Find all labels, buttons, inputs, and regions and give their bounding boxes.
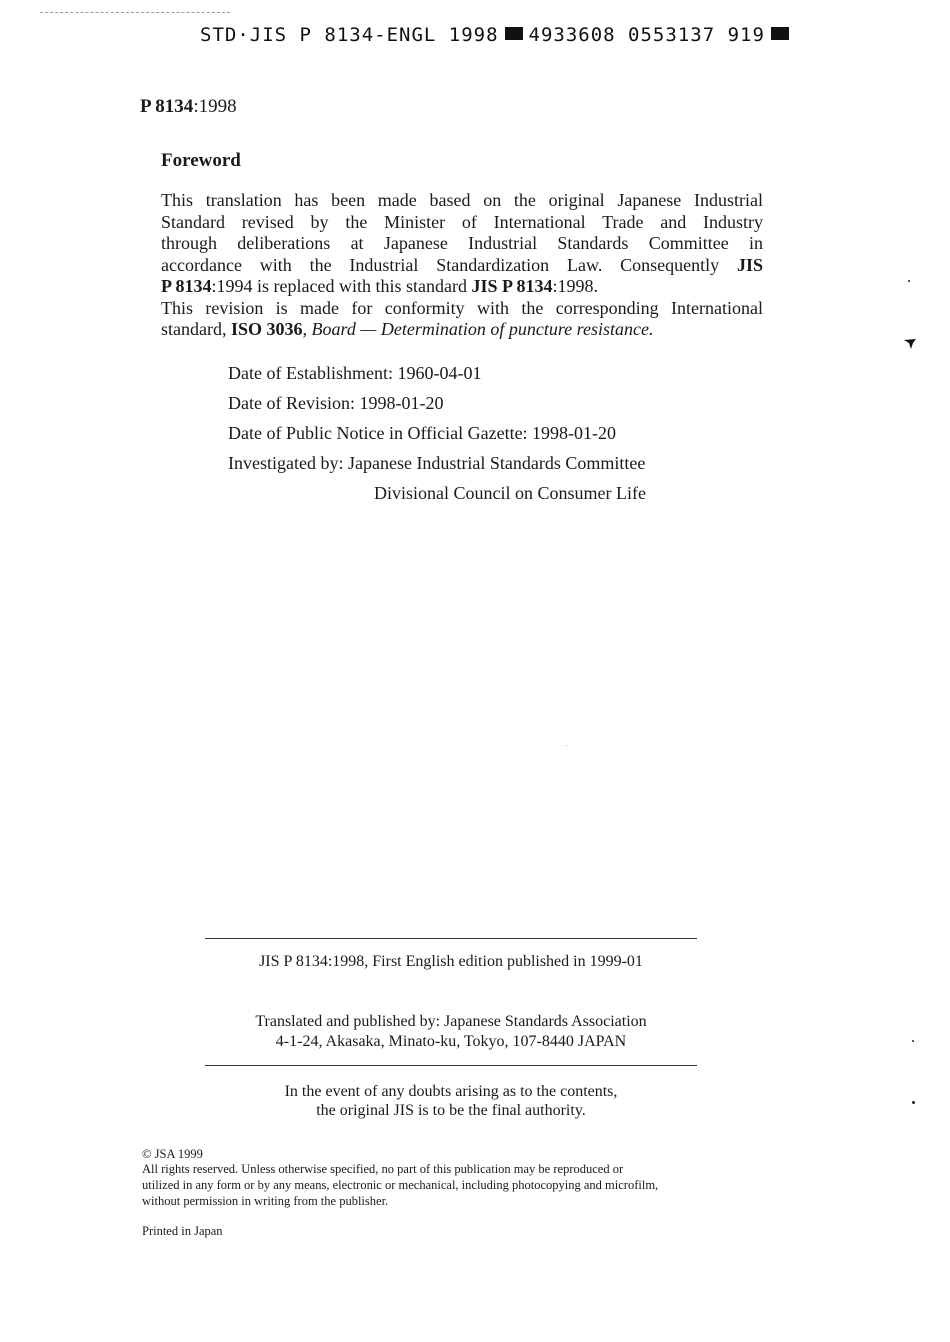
edition-line: JIS P 8134:1998, First English edition published in 1999-01: [259, 953, 643, 970]
footer-top-rule: [205, 938, 697, 939]
paragraph-bold-ref: JIS: [736, 254, 763, 275]
paragraph-line: [161, 276, 763, 298]
date-revision: Date of Revision: 1998-01-20: [228, 393, 444, 413]
paragraph-text: standard,: [161, 319, 231, 339]
authority-line-2: the original JIS is to be the final authority.: [316, 1102, 586, 1119]
footer-bottom-rule: [205, 1065, 697, 1066]
rights-line-3: without permission in writing from the publisher.: [142, 1194, 389, 1208]
scan-noise-line: [40, 12, 230, 14]
document-header-code: [200, 24, 795, 46]
paragraph-line: Standard revised by the Minister of International Trade and Industry: [161, 211, 763, 232]
paragraph-bold-ref: P 8134: [161, 276, 212, 296]
scan-speck: [908, 280, 910, 282]
scan-blot: [904, 334, 916, 344]
foreword-title: Foreword: [161, 150, 241, 171]
paragraph-italic-title: Board — Determination of puncture resistance.: [311, 319, 654, 339]
paragraph-text: :1998.: [552, 276, 599, 296]
date-establishment: Date of Establishment: 1960-04-01: [228, 363, 482, 383]
investigated-by: Investigated by: Japanese Industrial Standards Committee: [228, 453, 646, 473]
paragraph-line: through deliberations at Japanese Industrial Standards Committee in: [161, 233, 763, 253]
header-code-right: 4933608 0553137 919: [528, 24, 765, 46]
copyright-notice: © JSA 1999: [142, 1147, 203, 1161]
publisher-address: 4-1-24, Akasaka, Minato-ku, Tokyo, 107-8440 JAPAN: [275, 1033, 627, 1050]
paragraph-line: [161, 255, 763, 277]
paragraph-bold-ref: ISO 3036: [230, 319, 303, 339]
paragraph-text: ,: [302, 319, 312, 339]
rights-line-2: utilized in any form or by any means, electronic or mechanical, including photocopying and microfilm,: [142, 1178, 659, 1192]
paragraph-line: [161, 319, 763, 341]
scan-speck: [912, 1101, 915, 1104]
publisher-line-1: Translated and published by: Japanese Standards Association: [255, 1013, 647, 1030]
header-black-bar-end: [771, 27, 789, 40]
foreword-paragraph: [161, 190, 763, 341]
scan-speck: [566, 745, 567, 746]
standard-id-year: :1998: [193, 96, 237, 117]
paragraph-text: accordance with the Industrial Standardization Law. Consequently: [161, 254, 737, 275]
rights-line-1: All rights reserved. Unless otherwise specified, no part of this publication may be reproduced or: [142, 1162, 624, 1176]
header-black-bar: [505, 27, 523, 40]
scan-speck: [912, 1040, 914, 1042]
standard-id: [140, 96, 237, 118]
header-code-left: STD·JIS P 8134-ENGL 1998: [200, 24, 499, 46]
printed-in: Printed in Japan: [142, 1224, 223, 1238]
standard-id-number: P 8134: [140, 96, 194, 117]
paragraph-bold-ref: JIS P 8134: [471, 276, 553, 296]
paragraph-line: This revision is made for conformity with the corresponding International: [161, 297, 763, 318]
date-public-notice: Date of Public Notice in Official Gazette: 1998-01-20: [228, 423, 617, 443]
authority-line-1: In the event of any doubts arising as to the contents,: [284, 1083, 618, 1100]
paragraph-text: :1994 is replaced with this standard: [211, 276, 472, 296]
investigating-council: Divisional Council on Consumer Life: [374, 483, 646, 503]
paragraph-line: This translation has been made based on the original Japanese Industrial: [161, 190, 763, 210]
dates-block: [228, 358, 646, 508]
